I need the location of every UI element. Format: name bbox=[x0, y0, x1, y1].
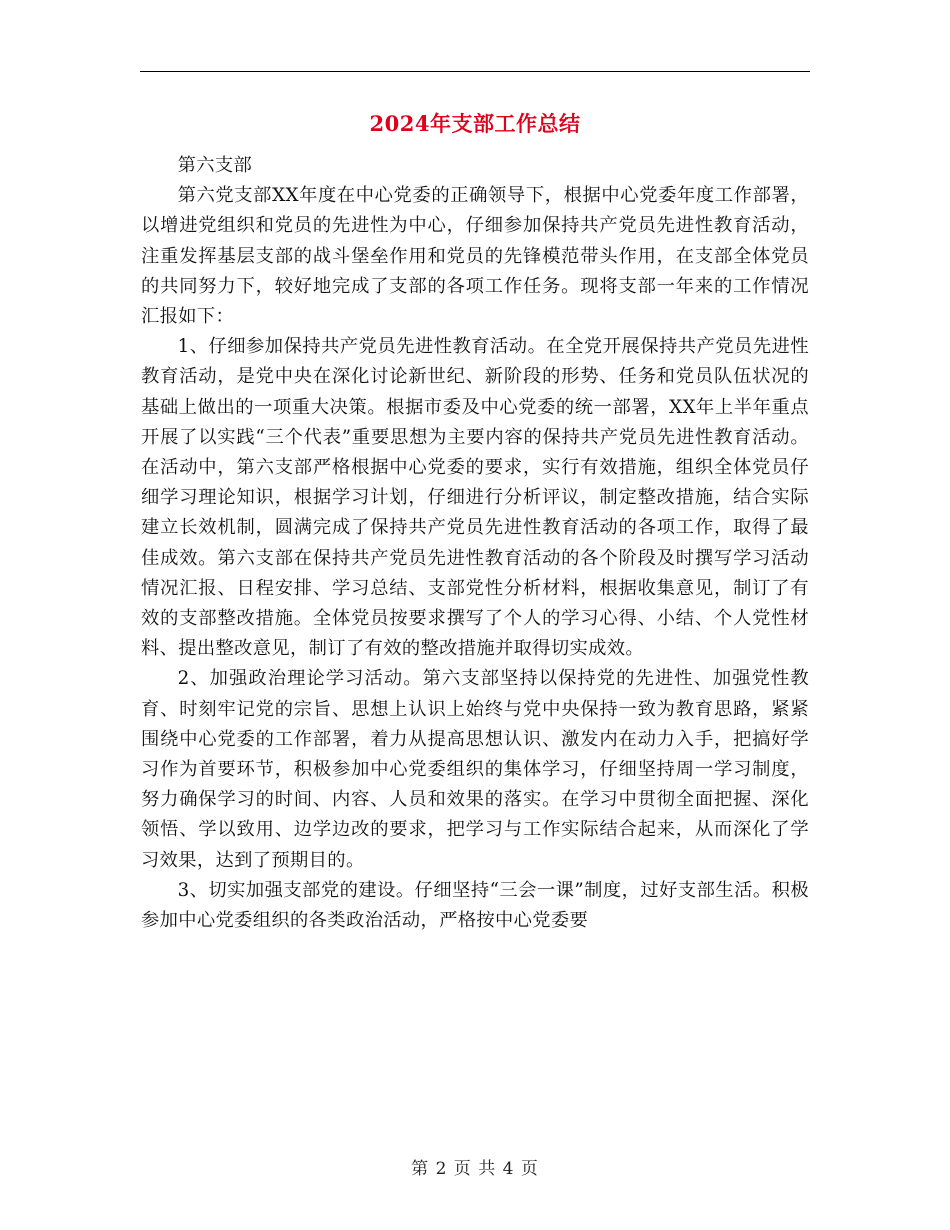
header-rule bbox=[140, 71, 810, 72]
intro-paragraph: 第六党支部XX年度在中心党委的正确领导下，根据中心党委年度工作部署，以增进党组织和党员的先进性为中心，仔细参加保持共产党员先进性教育活动，注重发挥基层支部的战斗堡垒作用和党员的先锋模范带头作用，在支部全体党员的共同努力下，较好地完成了支部的各项工作任务。现将支部一年来的工作情况汇报如下： bbox=[141, 185, 809, 328]
section-2-paragraph: 2、加强政治理论学习活动。第六支部坚持以保持党的先进性、加强党性教育、时刻牢记党的宗旨、思想上认识上始终与党中央保持一致为教育思路，紧紧围绕中心党委的工作部署，着力从提高思想认识、激发内在动力入手，把搞好学习作为首要环节，积极参加中心党委组织的集体学习，仔细坚持周一学习制度，努力确保学习的时间、内容、人员和效果的落实。在学习中贯彻全面把握、深化领悟、学以致用、边学边改的要求，把学习与工作实际结合起来，从而深化了学习效果，达到了预期目的。 bbox=[141, 668, 809, 871]
document-body bbox=[141, 151, 809, 936]
page-number-footer: 第 2 页 共 4 页 bbox=[411, 1159, 539, 1179]
section-1-paragraph: 1、仔细参加保持共产党员先进性教育活动。在全党开展保持共产党员先进性教育活动，是党中央在深化讨论新世纪、新阶段的形势、任务和党员队伍状况的基础上做出的一项重大决策。根据市委及中心党委的统一部署，XX年上半年重点开展了以实践“三个代表”重要思想为主要内容的保持共产党员先进性教育活动。在活动中，第六支部严格根据中心党委的要求，实行有效措施，组织全体党员仔细学习理论知识，根据学习计划，仔细进行分析评议，制定整改措施，结合实际建立长效机制，圆满完成了保持共产党员先进性教育活动的各项工作，取得了最佳成效。第六支部在保持共产党员先进性教育活动的各个阶段及时撰写学习活动情况汇报、日程安排、学习总结、支部党性分析材料，根据收集意见，制订了有效的支部整改措施。全体党员按要求撰写了个人的学习心得、小结、个人党性材料、提出整改意见，制订了有效的整改措施并取得切实成效。 bbox=[141, 336, 809, 660]
document-title: 2024年支部工作总结 bbox=[369, 111, 581, 136]
branch-name: 第六支部 bbox=[177, 155, 253, 176]
section-3-paragraph: 3、切实加强支部党的建设。仔细坚持“三会一课”制度，过好支部生活。积极参加中心党委组织的各类政治活动，严格按中心党委要 bbox=[141, 879, 809, 932]
